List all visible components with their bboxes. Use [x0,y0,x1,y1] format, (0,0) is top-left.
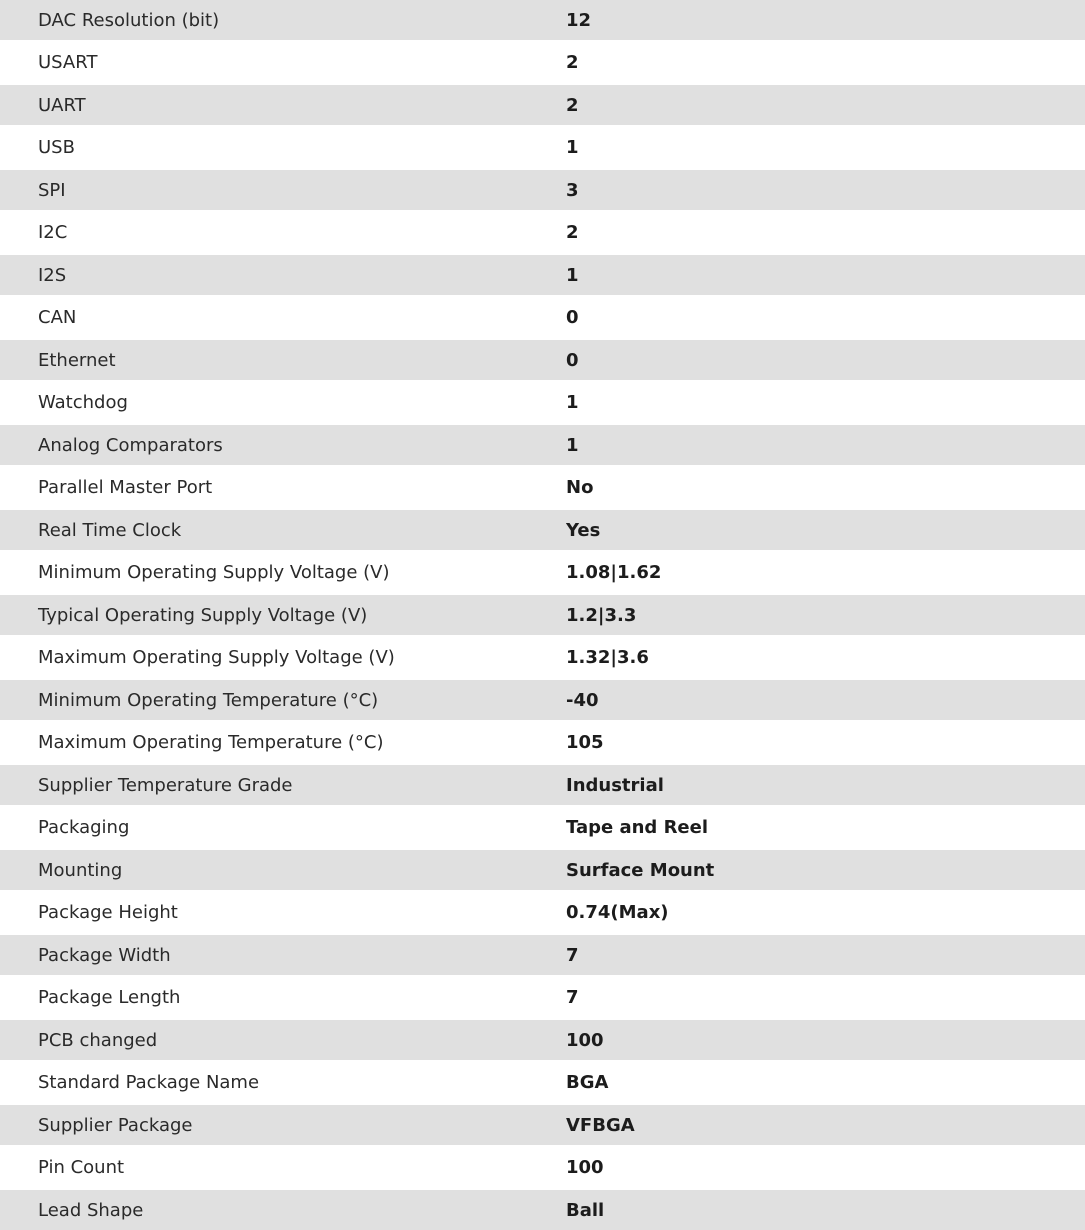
spec-row [0,425,1085,465]
spec-value: Tape and Reel [566,805,1085,850]
spec-label: Lead Shape [0,1190,566,1230]
spec-value: No [566,465,1085,510]
spec-row [0,595,1085,635]
spec-row [0,765,1085,805]
spec-row [0,635,1085,680]
spec-value: 100 [566,1145,1085,1190]
spec-row [0,210,1085,255]
spec-row [0,510,1085,550]
spec-value: 2 [566,40,1085,85]
spec-row [0,935,1085,975]
spec-value: Surface Mount [566,850,1085,890]
spec-label: Pin Count [0,1145,566,1190]
spec-label: Maximum Operating Supply Voltage (V) [0,635,566,680]
spec-label: Maximum Operating Temperature (°C) [0,720,566,765]
spec-value: 1.32|3.6 [566,635,1085,680]
spec-value: 0.74(Max) [566,890,1085,935]
spec-value: 0 [566,340,1085,380]
spec-label: Supplier Package [0,1105,566,1145]
spec-row [0,255,1085,295]
spec-value: Industrial [566,765,1085,805]
spec-value: 1.2|3.3 [566,595,1085,635]
spec-label: USB [0,125,566,170]
spec-row [0,850,1085,890]
spec-value: 1 [566,125,1085,170]
spec-value: 2 [566,85,1085,125]
spec-value: BGA [566,1060,1085,1105]
spec-label: Parallel Master Port [0,465,566,510]
spec-label: I2S [0,255,566,295]
spec-row [0,1105,1085,1145]
spec-row [0,975,1085,1020]
spec-row [0,550,1085,595]
spec-label: USART [0,40,566,85]
spec-row [0,1060,1085,1105]
spec-row [0,1190,1085,1230]
spec-row [0,1145,1085,1190]
spec-label: Supplier Temperature Grade [0,765,566,805]
spec-row [0,805,1085,850]
spec-row [0,380,1085,425]
spec-label: Watchdog [0,380,566,425]
spec-label: Package Width [0,935,566,975]
spec-label: Minimum Operating Temperature (°C) [0,680,566,720]
spec-row [0,85,1085,125]
spec-value: 12 [566,0,1085,40]
spec-value: 1 [566,255,1085,295]
spec-value: 3 [566,170,1085,210]
spec-label: DAC Resolution (bit) [0,0,566,40]
spec-row [0,890,1085,935]
spec-row [0,340,1085,380]
spec-value: 2 [566,210,1085,255]
spec-value: Ball [566,1190,1085,1230]
spec-label: SPI [0,170,566,210]
spec-value: 105 [566,720,1085,765]
spec-value: 1 [566,380,1085,425]
spec-row [0,295,1085,340]
spec-label: Real Time Clock [0,510,566,550]
spec-label: I2C [0,210,566,255]
spec-row [0,0,1085,40]
spec-label: Package Length [0,975,566,1020]
spec-label: Analog Comparators [0,425,566,465]
spec-label: Mounting [0,850,566,890]
spec-label: UART [0,85,566,125]
spec-row [0,720,1085,765]
spec-row [0,465,1085,510]
spec-label: Package Height [0,890,566,935]
spec-row [0,1020,1085,1060]
spec-label: Packaging [0,805,566,850]
spec-label: Standard Package Name [0,1060,566,1105]
spec-value: Yes [566,510,1085,550]
spec-row [0,170,1085,210]
spec-label: Minimum Operating Supply Voltage (V) [0,550,566,595]
spec-row [0,125,1085,170]
spec-value: 7 [566,975,1085,1020]
spec-value: 0 [566,295,1085,340]
spec-value: 1 [566,425,1085,465]
spec-value: 1.08|1.62 [566,550,1085,595]
spec-label: CAN [0,295,566,340]
spec-value: 7 [566,935,1085,975]
spec-label: PCB changed [0,1020,566,1060]
spec-label: Ethernet [0,340,566,380]
spec-value: VFBGA [566,1105,1085,1145]
spec-label: Typical Operating Supply Voltage (V) [0,595,566,635]
spec-value: -40 [566,680,1085,720]
spec-row [0,40,1085,85]
spec-row [0,680,1085,720]
spec-value: 100 [566,1020,1085,1060]
